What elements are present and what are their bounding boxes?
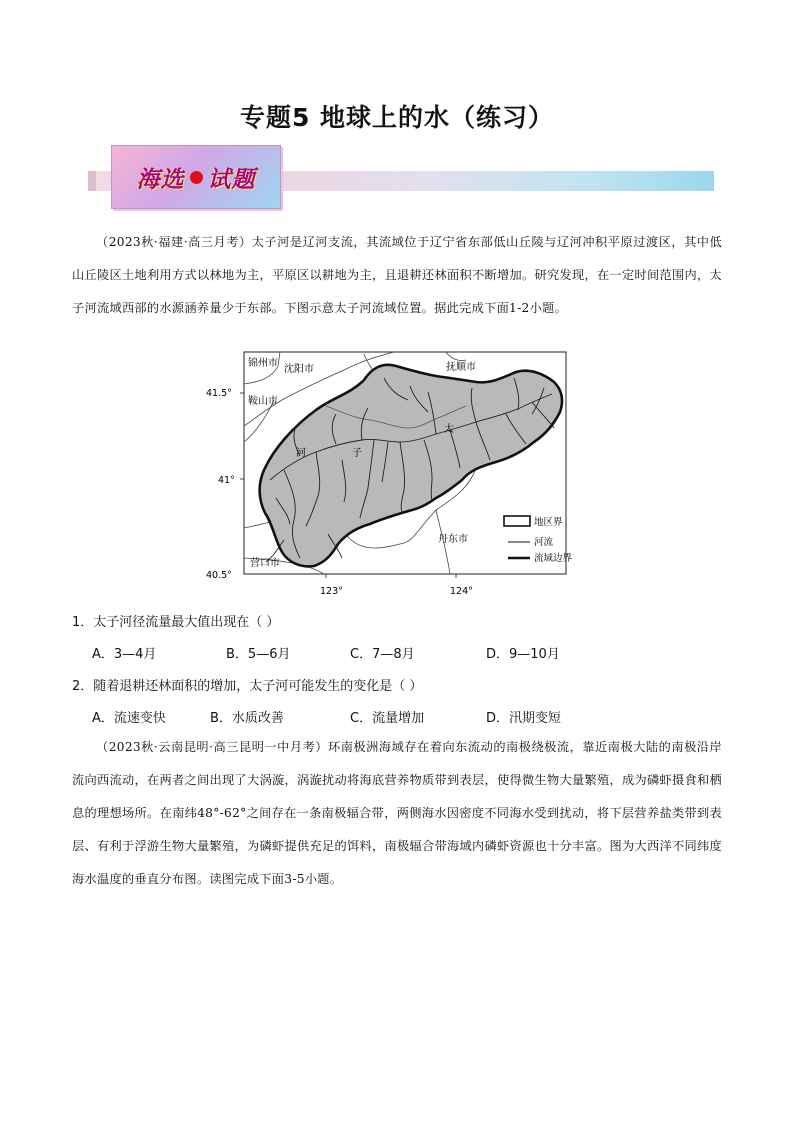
q2-option-c[interactable]: C．流量增加 bbox=[350, 711, 425, 726]
legend-region-swatch bbox=[504, 516, 530, 526]
map-label-jinzhou: 锦州市 bbox=[248, 358, 278, 369]
q2-option-a[interactable]: A．流速变快 bbox=[92, 711, 166, 726]
map-label-fushun: 抚顺市 bbox=[446, 362, 476, 373]
intro-paragraph-1: （2023秋·福建·高三月考）太子河是辽河支流，其流域位于辽宁省东部低山丘陵与辽河冲积平原过渡区，其中低山丘陵区土地利用方式以林地为主，平原区以耕地为主，且退耕还林面积不断增加。研究发现，在一定时间范围内，太子河流域西部的水源涵养量少于东部。下图示意太子河流域位置。据此完成下面1-2小题。 bbox=[72, 235, 722, 315]
map-label-anshan: 鞍山市 bbox=[248, 396, 278, 407]
section-badge bbox=[111, 145, 281, 209]
lat-label-41: 41° bbox=[218, 475, 235, 486]
badge-dot-icon bbox=[190, 171, 203, 184]
map-label-river-tai: 太 bbox=[444, 424, 454, 435]
q1-option-b[interactable]: B．5—6月 bbox=[226, 647, 291, 662]
map-label-yingkou: 营口市 bbox=[250, 558, 280, 569]
map-label-river-he: 河 bbox=[296, 448, 306, 459]
legend-region-label: 地区界 bbox=[534, 517, 563, 528]
intro-paragraph-2: （2023秋·云南昆明·高三昆明一中月考）环南极洲海域存在着向东流动的南极绕极流，靠近南极大陆的南极沿岸流向西流动，在两者之间出现了大涡漩，涡漩扰动将海底营养物质带到表层，使得微生物大量繁殖，成为磷虾摄食和栖息的理想场所。在南纬48°-62°之间存在一条南极辐合带，两侧海水因密度不同海水受到扰动，将下层营养盐类带到表层、有利于浮游生物大量繁殖，为磷虾提供充足的饵料，南极辐合带海域内磷虾资源也十分丰富。图为大西洋不同纬度海水温度的垂直分布图。读图完成下面3-5小题。 bbox=[72, 740, 722, 886]
map-label-river-zi: 子 bbox=[352, 448, 362, 459]
map-label-shenyang: 沈阳市 bbox=[284, 364, 314, 375]
question-1: 1．太子河径流量最大值出现在（ ） bbox=[72, 615, 280, 630]
lat-label-41-5: 41.5° bbox=[206, 388, 232, 399]
badge-text-left: 海选 bbox=[136, 166, 185, 193]
badge-text-right: 试题 bbox=[207, 166, 256, 193]
q2-option-b[interactable]: B．水质改善 bbox=[210, 711, 284, 726]
lon-label-124: 124° bbox=[450, 586, 473, 597]
taizi-river-map bbox=[206, 348, 602, 600]
page-title: 专题5 地球上的水（练习） bbox=[239, 103, 555, 132]
q1-option-d[interactable]: D．9—10月 bbox=[486, 647, 560, 662]
legend-basin-label: 流域边界 bbox=[534, 553, 573, 564]
q1-option-a[interactable]: A．3—4月 bbox=[92, 647, 157, 662]
lon-label-123: 123° bbox=[320, 586, 343, 597]
q2-option-d[interactable]: D．汛期变短 bbox=[486, 711, 562, 726]
map-label-dandong: 丹东市 bbox=[438, 534, 468, 545]
question-2: 2．随着退耕还林面积的增加，太子河可能发生的变化是（ ） bbox=[72, 679, 423, 694]
legend-river-label: 河流 bbox=[534, 537, 554, 548]
lat-label-40-5: 40.5° bbox=[206, 570, 232, 581]
q1-option-c[interactable]: C．7—8月 bbox=[350, 647, 415, 662]
